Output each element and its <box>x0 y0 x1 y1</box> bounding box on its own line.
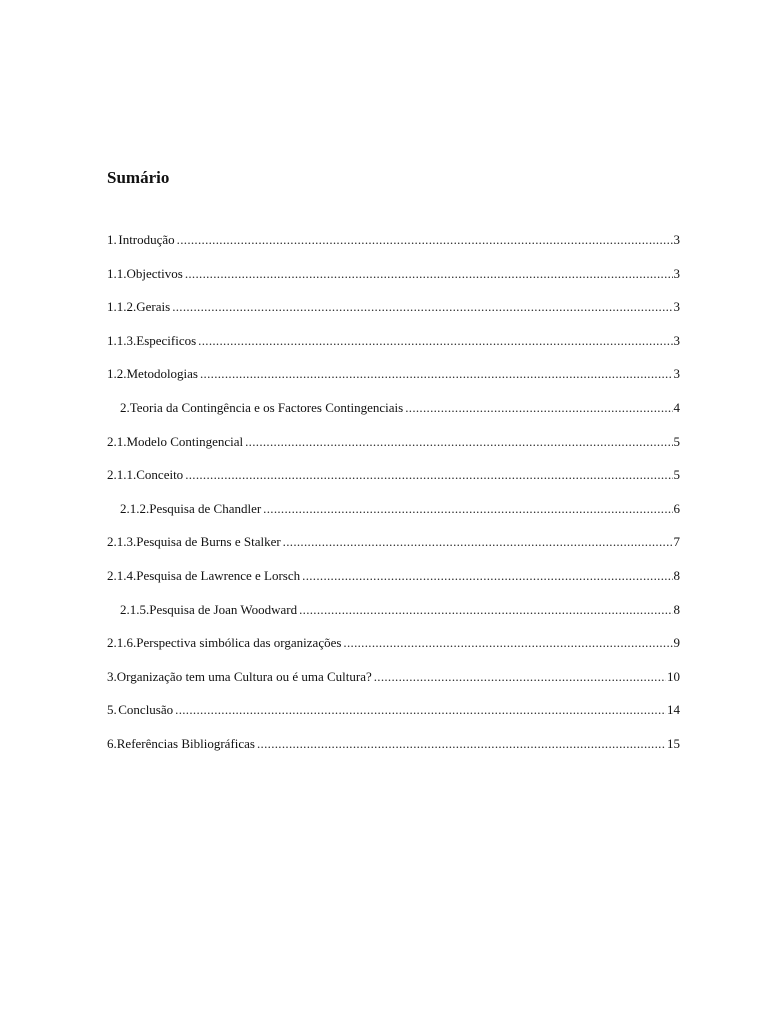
toc-entry-page: 6 <box>673 500 680 516</box>
toc-entry-2-1-3[interactable] <box>107 534 680 568</box>
toc-entry-2-1-4[interactable] <box>107 568 680 602</box>
toc-entry-label: Referências Bibliográficas <box>116 735 255 751</box>
dot-leader <box>172 299 672 315</box>
toc-entry-page: 3 <box>673 232 680 247</box>
toc-entry-label: Especificos <box>136 332 197 348</box>
toc-entry-number: 6. <box>107 735 117 751</box>
toc-entry-number: 1.2. <box>107 366 127 382</box>
toc-entry-2-1[interactable] <box>107 434 680 468</box>
toc-entry-2-1-2[interactable] <box>107 501 680 535</box>
toc-entry-1[interactable] <box>107 232 680 266</box>
dot-leader <box>263 501 672 517</box>
toc-entry-label: Organização tem uma Cultura ou é uma Cultura? <box>116 668 372 684</box>
toc-entry-page: 8 <box>673 567 680 583</box>
toc-entry-1-1-3[interactable] <box>107 333 680 367</box>
toc-entry-number: 1.1.2. <box>107 299 137 315</box>
dot-leader <box>185 467 672 483</box>
toc-entry-number: 2.1.5. <box>120 601 150 617</box>
toc-entry-page: 7 <box>673 534 680 550</box>
toc-entry-label: Teoria da Contingência e os Factores Contingenciais <box>129 399 404 415</box>
toc-title: Sumário <box>107 168 170 187</box>
toc-entry-number: 5. <box>107 702 117 718</box>
toc-entry-label: Pesquisa de Joan Woodward <box>149 601 298 617</box>
toc-entry-number: 2.1.6. <box>107 635 137 651</box>
toc-entry-number: 2.1. <box>107 433 127 449</box>
dot-leader <box>177 232 673 248</box>
toc-entry-number: 2. <box>120 399 130 415</box>
toc-entry-page: 4 <box>673 399 680 415</box>
dot-leader <box>200 366 673 382</box>
toc-entry-label: Introdução <box>118 232 175 247</box>
toc-entry-page: 8 <box>673 601 680 617</box>
toc-entry-page: 10 <box>667 668 680 684</box>
dot-leader <box>374 669 666 685</box>
toc-entry-2[interactable] <box>107 400 680 434</box>
dot-leader <box>343 635 672 651</box>
toc-entry-label: Objectivos <box>126 265 183 281</box>
toc-entry-number: 3. <box>107 668 117 684</box>
table-of-contents <box>107 232 680 770</box>
toc-entry-2-1-1[interactable] <box>107 467 680 501</box>
toc-entry-6[interactable] <box>107 736 680 770</box>
toc-entry-1-2[interactable] <box>107 366 680 400</box>
toc-entry-number: 1. <box>107 232 117 247</box>
toc-entry-1-1[interactable] <box>107 266 680 300</box>
toc-entry-page: 14 <box>667 702 680 718</box>
toc-entry-number: 1.1. <box>107 265 127 281</box>
toc-entry-page: 3 <box>673 332 680 348</box>
toc-entry-2-1-5[interactable] <box>107 602 680 636</box>
toc-entry-page: 3 <box>673 265 680 281</box>
toc-entry-page: 5 <box>673 467 680 483</box>
dot-leader <box>245 434 672 450</box>
dot-leader <box>405 400 672 416</box>
dot-leader <box>299 602 672 618</box>
toc-entry-page: 3 <box>673 299 680 315</box>
toc-entry-number: 2.1.4. <box>107 567 137 583</box>
dot-leader <box>283 534 673 550</box>
toc-entry-page: 15 <box>667 735 680 751</box>
toc-entry-1-1-2[interactable] <box>107 299 680 333</box>
dot-leader <box>198 333 672 349</box>
toc-entry-label: Pesquisa de Burns e Stalker <box>136 534 281 550</box>
toc-entry-number: 1.1.3. <box>107 332 137 348</box>
dot-leader <box>175 702 666 718</box>
toc-entry-number: 2.1.1. <box>107 467 137 483</box>
toc-entry-page: 3 <box>673 366 680 382</box>
dot-leader <box>302 568 672 584</box>
toc-entry-number: 2.1.2. <box>120 500 150 516</box>
toc-entry-label: Conclusão <box>118 702 174 718</box>
dot-leader <box>257 736 666 752</box>
dot-leader <box>185 266 673 282</box>
toc-entry-5[interactable] <box>107 702 680 736</box>
toc-entry-label: Metodologias <box>126 366 198 382</box>
toc-entry-number: 2.1.3. <box>107 534 137 550</box>
toc-entry-label: Pesquisa de Lawrence e Lorsch <box>136 567 301 583</box>
toc-entry-3[interactable] <box>107 669 680 703</box>
toc-entry-page: 9 <box>673 635 680 651</box>
toc-entry-label: Conceito <box>136 467 184 483</box>
toc-entry-label: Gerais <box>136 299 171 315</box>
toc-entry-page: 5 <box>673 433 680 449</box>
toc-entry-label: Modelo Contingencial <box>126 433 244 449</box>
toc-entry-label: Pesquisa de Chandler <box>149 500 262 516</box>
toc-entry-2-1-6[interactable] <box>107 635 680 669</box>
toc-entry-label: Perspectiva simbólica das organizações <box>136 635 342 651</box>
